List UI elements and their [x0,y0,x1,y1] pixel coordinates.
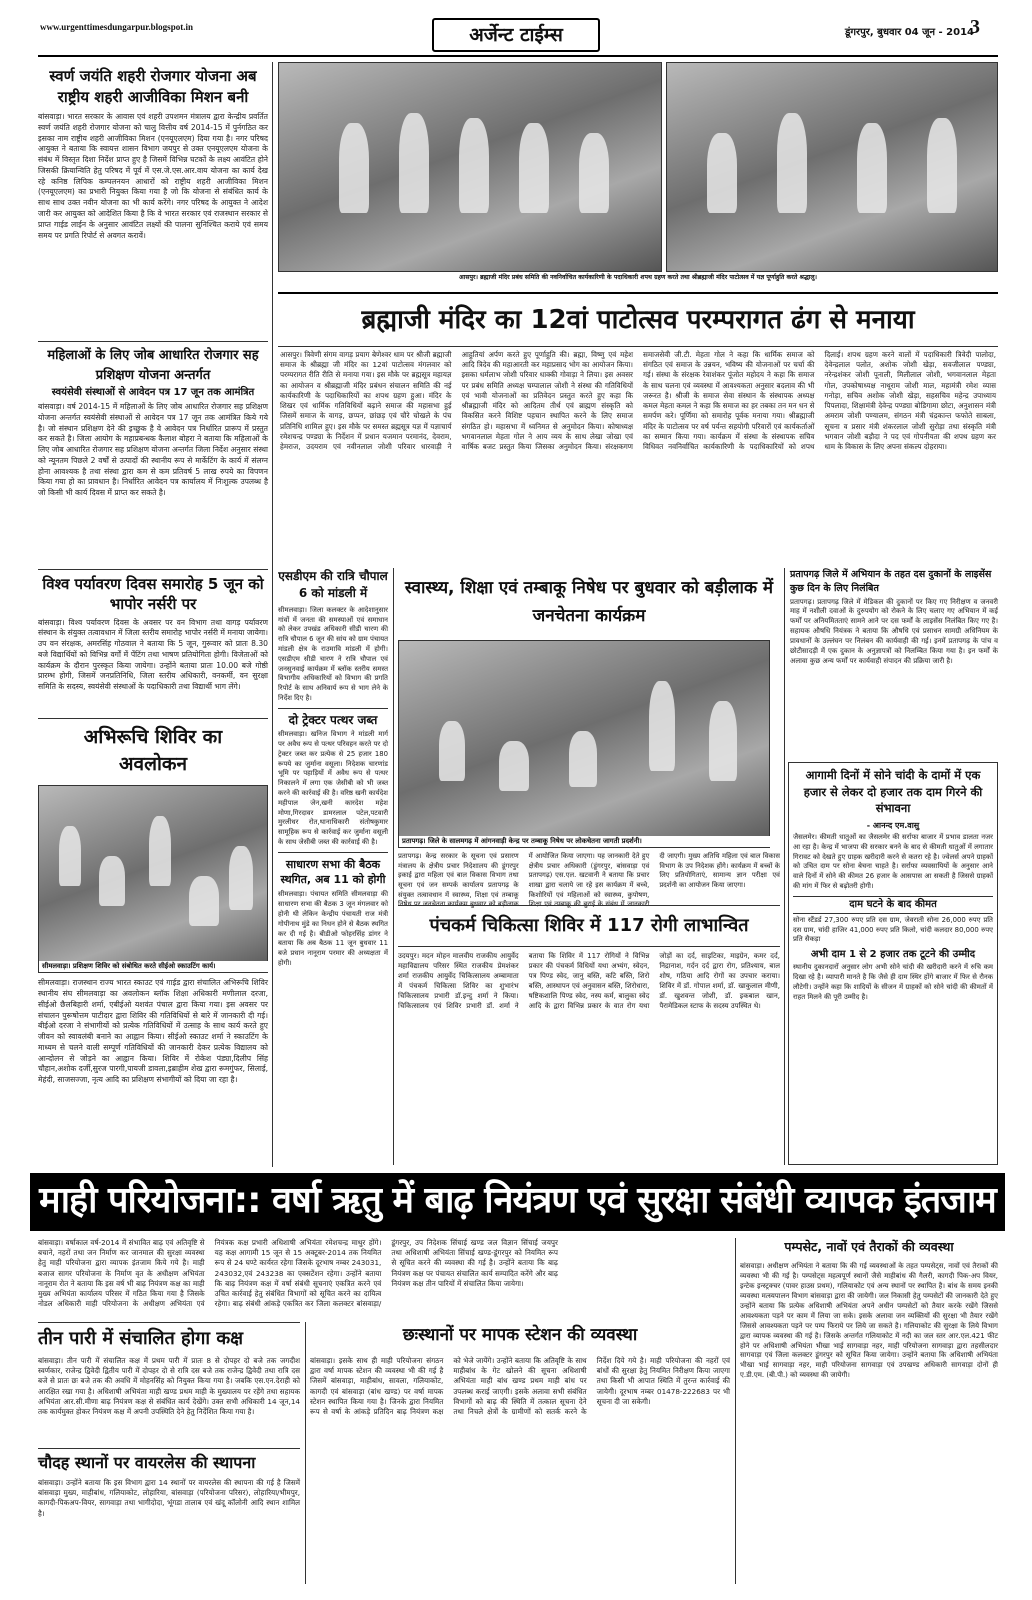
subheadline: स्वयंसेवी संस्थाओं से आवेदन पत्र 17 जून तक आमंत्रित [51,387,255,398]
article-body: बांसवाड़ा। विश्व पर्यावरण दिवस के अवसर पर वन विभाग तथा वागड़ पर्यावरण संस्थान के संयुक्त तत्वावधान में जिला स्तरीय समारोह भापोर नर्सरी में मनाया जायेगा। उप वन संरक्षक, अमरसिंह गोठवाल ने बताया कि 5 जून, गुरूवार को प्रातः 8.30 बजे विद्यार्थियों को विभिन्न वर्गों में पेंटिंग तथा भाषण प्रतियोगिता होगी। विजेताओं को कार्यक्रम के दौरान पुरस्कृत किया जायेगा। उन्होंने बताया प्रातः 10.00 बजे गोष्ठी प्रारम्भ होगी, जिसमें जनप्रतिनिधि, जिला स्तरीय अधिकारी, वनकर्मी, वन सुरक्षा समिति के सदस्य, स्वयंसेवी संस्थाओं के पदाधिकारी तथा विद्यार्थी भाग लेंगे। [38,617,268,692]
headline: अभिरूचि शिविर का अवलोकन [83,726,223,775]
headline: स्वर्ण जयंति शहरी रोजगार योजना अब राष्ट्रीय शहरी आजीविका मिशन बनी [49,67,257,106]
column-rule [272,62,273,1167]
article-body: प्रतापगढ़। केन्द्र सरकार के सूचना एवं प्रसारण मंत्रालय के क्षेत्रीय प्रचार निदेशालय की डूंगरपुर इकाई द्वारा महिला एवं बाल विकास विभाग तथा सूचना एवं जन सम्पर्क कार्यालय प्रतापगढ़ के संयुक्त तत्वावधान में स्वास्थ्य, शिक्षा एवं तम्बाकू निषेध पर जनचेतना कार्यक्रम बुधवार को बड़ीलाक में आयोजित किया जाएगा। यह जानकारी देते हुए क्षेत्रीय प्रचार अधिकारी (डूंगरपुर, बांसवाड़ा एवं प्रतापगढ़) एस.एल. खटवानी ने बताया कि प्रचार शाखा द्वारा चलाये जा रहे इस कार्यक्रम में बच्चे, किशोरियों एवं महिलाओं को स्वास्थ्य, कुपोषण, शिक्षा एवं तम्बाकू की बुराई के संबंध में जानकारी दी जाएगी। मुख्य अतिथि महिला एवं बाल विकास विभाग के उप निदेशक होंगे। कार्यक्रम में बच्चों के लिए प्रतियोगिताएं, सामान्य ज्ञान परीक्षा एवं प्रदर्शनी का आयोजन किया जाएगा। [398,852,780,909]
article-body: बांसवाड़ा। भारत सरकार के आवास एवं शहरी उपशमन मंत्रालय द्वारा केन्द्रीय प्रवर्तित स्वर्ण जयंति शहरी रोजगार योजना को चालु वित्तीय वर्ष 2014-15 में पुर्नगठित कर इसका नाम राष्ट्रीय शहरी आजीविका मिशन (एनयूएलएम) दिया गया है। नगर परिषद आयुक्त ने बताया कि स्वायत्त शासन विभाग जयपुर से उक्त एनयूएलएम योजना के संबंध में विस्तृत दिशा निर्देश प्राप्त हुए है जिसमें विभिन्न घटकों के लक्ष्य आवंटित होने जिसकी क्रियान्विति हेतु परिषद में पूर्व में एस.जे.एस.आर.वाय योजना का कार्य देख रहे कनिष्ठ लिपिक कम्पलनयन आधारों को राष्ट्रीय शहरी आजीविका मिशन (एनयूएलएम) का प्रभारी नियुक्त किया गया है जो कि योजना से संबंधित कार्य के साथ साथ उक्त नवीन योजना का भी कार्य करेंगे। नगर परिषद के आयुक्त ने आदेश जारी कर आयुक्त को आदेशित किया है कि वे भारत सरकार एवं राजस्थान सरकार से प्राप्त गाईड लाईन के अनुसार आवंटित लक्ष्यों की पालना सुनिश्चित कराये एवं समय समय पर प्रगति रिपोर्ट से अवगत करावें। [38,112,268,240]
article-body: प्रतापगढ़। प्रतापगढ़ जिले में मेडिकल की दुकानों पर किए गए निरीक्षण व जनवरी माह में नशीली दवाओं के दुरुपयोग को रोकने के लिए चलाए गए अभियान में कई फर्मों पर अनियमितताएं सामने आने पर दस फर्मों के लाइसेंस निलंबित किए गए है। सहायक औषधि नियंत्रक ने बताया कि औषधि एवं प्रसाधन सामग्री अधिनियम के प्रावधानों के उल्लंघन पर निलंबन की कार्यवाही की गई। इनमें प्रतापगढ़ के पांच व छोटीसादड़ी में एक दुकान के अनुज्ञापत्रों को निलम्बित किया गया है। इन फर्मों के अलावा कुछ अन्य फर्मों पर कार्यवाही संपादन की प्रक्रिया जारी है। [790,597,998,666]
three-shifts-headline: तीन पारी में संचालित होगा कक्ष [38,1322,300,1355]
article-body: जैसलमेर। कीमती धातुओं का जैसलमेर की सर्राफा बाजार में प्रभाव डालता नजर आ रहा है। केन्द्र में भाजपा की सरकार बनने के बाद से कीमती धातुओं में लगातार गिरावट को देखते हुए ग्राहक खरीदारी करने से कतरा रहे है। ज्वेलर्स अपने ग्राहकों को उचित दाम पर सोना बेचना चाहते है। सर्राफा व्यवसायियों के अनुसार आने वाले दिनों में सोने की कीमत 26 हजार के आसपास आ सकती है जिससे ग्राहकों की मांग में फिर से बढ़ोतरी होगी। [793,833,993,890]
article-nulm [38,66,268,338]
oath-photo [278,62,662,272]
masthead: अर्जेन्ट टाईम्स [432,18,600,52]
narrow-column [278,568,388,1165]
camp-photo [38,785,268,973]
article-pratapgarh-licence [790,568,998,758]
mahi-banner: माही परियोजना:: वर्षा ऋतु में बाढ़ नियंत्रण एवं सुरक्षा संबंधी व्यापक इंतजाम [30,1173,1005,1231]
wireless-headline: चौदह स्थानों पर वायरलेस की स्थापना [38,1448,300,1477]
issue-date: डूंगरपुर, बुधवार 04 जून - 2014 [845,27,975,38]
subheadline: दाम घटने के बाद कीमत [793,896,993,914]
article-health-camp [398,568,780,909]
sdm-chaupal-body: सीमलवाड़ा। जिला कलक्टर के आदेशानुसार गांवों में जनता की समस्याओं एवं समाधान को लेकर उपखंड अधिकारी सीडी चारण की रात्रि चौपाल 6 जून की सांय को ग्राम पंचायत मांडली क्षेत्र के राउमावि मांडली में होगी। एसडीएम सीडी चारण ने रात्रि चौपाल एवं जनसुनवाई कार्यक्रम में ब्लॉक स्तरीय समस्त विभागीय अधिकारियों को विभाग की प्रगति रिपोर्ट के साथ अनिवार्य रूप से भाग लेने के निर्देश दिए है। [278,605,388,702]
tractors-headline: दो ट्रेक्टर पत्थर जब्त [288,712,378,727]
price-list: सोना स्टैंडर्ड 27,300 रुपए प्रति दस ग्राम, जेवराती सोना 26,000 रुपए प्रति दस ग्राम, चांदी हाजिर 41,000 रुपए प्रति किलो, चांदी कलदार 80,000 रुपए प्रति सैकड़ा [793,915,993,944]
wireless-body: बांसवाड़ा। उन्होंने बताया कि इस विभाग द्वारा 14 स्थानों पर वायरलेस की स्थापना की गई है जिसमें बांसवाड़ा मुख्य, माहीबांध, गलियाकोट, लोहारिया, बांसवाड़ा (परियोजना परिसर), लोहारिया/भीमपुर, कागदी-पिकअप-वियर, सागवाड़ा तथा भागीदोदा, भूंगडा तालाब एवं खंदू कॉलोनी आदि स्थान शामिल है। [38,1478,300,1518]
article-aptitude-camp [38,724,268,1164]
sabha-body: सीमलवाड़ा। पंचायत समिति सीमलवाड़ा की साधारण सभा की बैठक 3 जून मंगलवार को होनी थी लेकिन केन्द्रीय पंचायती राज मंत्री गोपीनाथ मुंडे का निधन होने से बैठक स्थगित कर दी गई है। बीडीओ फोहरसिंह डांगर ने बताया कि अब बैठक 11 जून बुधवार 11 बजे प्रधान नानूराम परमार की अध्यक्षता में होगी। [278,890,388,968]
page-number: 3 [970,16,980,38]
yagya-photo [666,62,998,272]
exhibition-photo [398,640,770,848]
brahmaji-body: आसपुर। त्रिवेणी संगम वागड़ प्रयाग बेणेश्वर धाम पर श्रीजी ब्रह्माजी समाज के श्रीब्रह्मा जी मंदिर का 12वां पाटोत्सव मंगलवार को परम्परागत रीति रीति से मनाया गया। इस मौके पर ब्रह्मसूत्र महायज्ञ का आयोजन व श्रीब्रह्माजी मंदिर प्रबंधन संचालन समिति की नई कार्यकारिणी के पदाधिकारियों का शपथ ग्रहण हुआ। मंदिर के शिखर एवं धार्मिक गतिविधियों बढ़ाने समाज की महासभा हुई जिसमें समाज के वागड़, छप्पन, छांछड़ एवं चौरे चोखले के पंच प्रतिनिधि शामिल हुए। इस मौके पर समस्त ब्रह्मसूत्र यज्ञ में यज्ञाचार्य रमेशचन्द्र पण्ड्या के निर्देशन में प्रधान यजमान परमानंद, देवराम, हेमराज, उदयराम एवं नवीनलाल जोशी परिवार धारवाड़ी ने आहुतियां अर्पण करते हुए पूर्णाहुति की। ब्रह्मा, विष्णु एवं महेश आदि त्रिदेव की महाआरती कर महाप्रसाद भोग का आयोजन किया। इसका धर्मलाभ जोशी परिवार धाक्की गोवाड़ा ने लिया। इस अवसर पर प्रबंध समिति अध्यक्ष चम्पालाल जोशी ने संस्था की गतिविधियों एवं भावी योजनाओं का प्रतिवेदन प्रस्तुत करते हुए कहा कि श्रीब्रह्माजी मंदिर को आदितम तीर्थ एवं ब्राह्मण संस्कृति को विकसित करने विशिष्ट पहचान स्थापित करने के लिए समाज संगठित हो। महासभा में ध्वनिमत से अनुमोदन किया। कोषाध्यक्ष भगवानलाल मेहता गोल ने आय व्यय के साथ लेखा जोखा एवं वार्षिक बजट प्रस्तुत किया जिसका अनुमोदन किया। संरक्षकगण समाजसेवी जी.टी. मेहता गोल ने कहा कि धार्मिक समाज को संगठित एवं समाज के उन्नयन, भविष्य की योजनाओं पर चर्चा की गई। संस्था के संरक्षक रेवाशंकर पूंजोत महोदय ने कहा कि समाज के साथ चलना एवं व्यवस्था में आवश्यकता अनुसार बदलाव की भी जरूरत है। श्रीजी के समाज सेवा संस्थान के संस्थापक अध्यक्ष कमल मेहता कमल ने कहा कि समाज का हर तबका तन मन धन से समर्पण करे। पूर्णिमा को समारोह पूर्वक मनाया गया। श्रीब्रह्माजी मंदिर के पाटोत्सव पर वर्ष पर्यन्त सहयोगी परिवारों एवं कार्यकर्ताओं का सम्मान किया गया। कार्यक्रम में संस्था के संस्थापक सचिव विधिवत नवनिर्वाचित कार्यकारिणी के पदाधिकारियों को शपथ दिलाई। शपथ ग्रहण करने वालों में पदाधिकारी त्रिवेदी पालोदा, देवेन्द्रलाल पलोत, अशोक जोशी खेड़ा, सवजीलाल पण्ड्या, नरेन्द्रशंकर जोशी पूनाली, मिलीलाल जोशी, भगवानलाल मेहता गोल, उपकोषाध्यक्ष नाथूराम जोशी माल, महामंत्री रमेश व्यास गनोड़ा, सचिव अशोक जोशी खेड़ा, सहसचिव महेन्द्र उपाध्याय पिपलादा, शिक्षामंत्री देवेन्द्र पण्ड्या बोडिगामा छोटा, अनुशासन मंत्री अमराम जोशी पण्यालम, संगठन मंत्री चंद्रकान्त फफोते साबला, सूचना व प्रसार मंत्री शंकरलाल जोशी सुरोड़ा तथा संस्कृति मंत्री भगवान जोशी बड़ौदा ने पद एवं गोपनीयता की शपथ ग्रहण कर धाम के विकास के लिए अपना संकल्प दोहराया। [280,350,996,451]
headline: पंचकर्म चिकित्सा शिविर में 117 रोगी लाभान्वित [398,905,780,947]
divider [38,569,268,570]
divider [38,718,268,719]
column-rule [305,1322,306,1584]
article-body: बांसवाड़ा। वर्ष 2014-15 में महिलाओं के लिए जोब आधारित रोजगार सह प्रशिक्षण योजना अन्तर्गत स्वयंसेवी संस्थाओं से आवेदन पत्र 17 जून तक आमंत्रित किये गये है। जो संस्थान प्रशिक्षण देने की इच्छुक है वे आवेदन पत्र निर्धारित प्रारूप में प्रस्तुत कर सकते है। जिला आयोग के महाप्रबन्धक कैलाश बोहरा ने बताया कि महिलाओं के लिए जोब आधारित रोजगार सह प्रशिक्षण योजना अन्तर्गत जिला निर्देश अनुसार संस्था को न्यूनतम पिछले 2 वर्षों से उत्पादों की स्थानीय रूप से मार्केटिंग के कार्य में संलग्न होना आवश्यक है तथा संस्था द्वारा कम से कम प्रतिवर्ष 5 लाख रुपये का विपणन किया गया हो का प्रावधान है। निर्धारित आवेदन पत्र कार्यालय में निःशुल्क उपलब्ध है जो किसी भी कार्य दिवस में प्राप्त कर सकते है। [38,402,268,498]
header-rule [38,55,998,57]
article-panchakarma [398,905,780,1165]
column-rule [735,1238,736,1584]
column-rule [393,568,394,1165]
photo-caption: सीमलवाड़ा। प्रशिक्षण शिविर को संबोधित करते सीईओ स्काउटिंग कार्य। [39,961,269,972]
site-url: www.urgenttimesdungarpur.blogspot.in [40,22,193,32]
photo-caption: आसपुर। ब्रह्माजी मंदिर प्रबंध समिति की नवनिर्वाचित कार्यकारिणी के पदाधिकारी शपथ ग्रहण करते तथा श्रीब्रह्माजी मंदिर पाटोत्सव में यज्ञ पूर्णाहुति करते श्रद्धालु। [278,273,998,283]
mahi-flood-body: बांसवाड़ा। वर्षाकाल वर्ष-2014 में संभावित बाढ़ एवं अतिवृष्टि से बचाने, नहरों तथा जन निर्माण कर जानमाल की सुरक्षा व्यवस्था हेतु माही परियोजना द्वारा व्यापक इंतजाम किये गये है। माही बजाज सागर परियोजना के निर्माण वृत के अधीक्षण अभियंता नानूराम रोत ने बताया कि इस वर्ष भी बाढ़ नियंत्रण कक्ष का माही मुख्य अभियंता कार्यालय परिसर में गठित किया गया है जिसके नोडल अधिकारी माही परियोजना के अधीक्षण अभियंता एवं नियंत्रक कक्ष प्रभारी अधिशाषी अभियंता रमेशचन्द्र माथुर होंगे। यह कक्ष आगामी 15 जून से 15 अक्टूबर-2014 तक नियमित रूप से 24 घण्टे कार्यरत रहेगा जिसके दूरभाष नम्बर 243031, 243032,एवं 243238 का एक्सटेंशन रहेगा। उन्होंने बताया कि बाढ़ नियंत्रण कक्ष में वर्षा संबंधी सूचनाएं एकत्रित करने एवं उचित कार्रवाई हेतु संबंधित विभागों को सूचित करने का दायित्व रहेगा। बाढ़ संबंधी आंकड़े एकत्रित कर जिला कलक्टर बांसवाड़ा/डूंगरपुर, उप निदेशक सिंचाई खण्ड जल विज्ञान सिंचाई जयपुर तथा अधिशाषी अभियंता सिंचाई खण्ड-डूंगरपुर को नियमित रूप से सूचित करने की व्यवस्था की गई है। उन्होंने बताया कि बाढ़ नियंत्रण कक्ष पर पंचायत संचालित कार्य सम्पादित करेंगे और बाढ़ नियंत्रण कक्ष तीन पारियों में संचालित किया जायेगा। [38,1238,558,1309]
left-column [38,62,268,1167]
pumpsets-body: बांसवाड़ा। अधीक्षण अभियंता ने बताया कि की गई व्यवस्थाओं के तहत पम्पसेट्स, नावों एवं तैराकों की व्यवस्था भी की गई है। पम्पसेट्स महत्वपूर्ण स्थानों जैसे माहीबांध की गैलरी, कागदी पिक-अप वियर, इन्टेक इन्स्ट्रक्चर (पावर हाउस प्रथम), गलियाकोट एवं अन्य स्थानों पर स्थापित है। बांध के समय इनकी व्यवस्था मत्स्यपालन विभाग बांसवाड़ा द्वारा की जायेगी। जल निकासी हेतु पम्पसेटों की जानकारी देते हुए उन्होंने बताया कि प्रत्येक अधिशाषी अभियंता अपने अधीन पम्पसेटों को तैयार करके रखेंगे जिससे आवश्यकता पड़ने पर काम में लिया जा सके। इसके अलावा जन व्यक्तियों की सुरक्षा भी तैयार रखेंगे जिससे आवश्यकता पड़ने पर पम्प फिराये पर लिये जा सकते है। गलियाकोट की सुरक्षा के लिये विभाग द्वारा व्यापक व्यवस्था की गई है। जिसके अन्तर्गत गलियाकोट में नदी का जल स्तर आर.एल.421 फीट होने पर अधिशाषी अभियंता भीखा भाई सागवाड़ा नहर, माही परियोजना सागवाड़ा द्वारा तहसीलदार सागवाड़ा एवं जिला कलक्टर डूंगरपुर को सूचित किया जायेगा। उन्होंने बताया कि अधिशाषी अभियंता भीखा भाई सागवाड़ा नहर, माही परियोजना सागवाड़ा एवं उपखण्ड अधिकारी सागवाड़ा दोनों ही ए.डी.एम. (बी.पी.) को व्यवस्था की जायेगी। [740,1262,998,1380]
sabha-headline: साधारण सभा की बैठक स्थगित, अब 11 को होगी [280,857,386,887]
three-shifts-body: बांसवाड़ा। तीन पारी में संचालित कक्ष में प्रथम पारी में प्रातः 8 से दोपहर दो बजे तक जगदीश स्वर्णकार, राजेन्द्र द्विवेदी द्वितीय पारी में दोपहर दो से रात्रि दस बजे तक राजेन्द्र द्विवेदी तथा रात्रि दस बजे से प्रातः छः बजे तक की अवधि में मोहनसिंह को नियुक्त किया गया है। जबकि एस.एन.देराही को आरक्षित रखा गया है। अधिशाषी अभियंता माही खण्ड प्रथम माही के मुख्यालय पर रहेंगे तथा सहायक अभियंता आर.सी.मीणा बाढ़ नियंत्रण कक्ष से संबंधित कार्य देखेंगे। उक्त सभी अधिकारी 14 जून,14 तक कार्यमुक्त होकर नियंत्रण कक्ष में अपनी उपस्थिति देने हेतु निर्देशित किया गया है। [38,1356,300,1417]
byline: - आनन्द एम.वासु [866,821,920,831]
sdm-chaupal-headline: एसडीएम की रात्रि चौपाल 6 को मांडली में [278,569,388,601]
divider [38,341,268,342]
article-body: उदयपुर। मदन मोहन मालवीय राजकीय आयुर्वेद महाविद्यालय परिसर स्थित राजकीय प्रेमशंकर शर्मा राजकीय आयुर्वेद चिकित्सालय अम्बामाता में पंचकर्म चिकित्सा शिविर का शुभारंभ चिकित्सालय प्रभारी डॉ.इन्दु शर्मा ने किया। चिकित्सालय एवं शिविर प्रभारी डॉ. शर्मा ने बताया कि शिविर में 117 रोगियों ने विभिन्न प्रकार की पंचकर्म विधियों यथा अभ्यंग, स्वेदन, पत्र पिण्ड स्वेद, जानु बस्ति, कटि बस्ति, शिरो बस्ति, आस्थापन एवं अनुवासन बस्ति, शिरोधारा, षष्टिकशालि पिण्ड स्वेद, नस्य कर्म, बालुका स्वेद आदि के द्वारा विभिन्न प्रकार के वात रोग यथा जोड़ों का दर्द, साइटिका, माइग्रेन, कमर दर्द, निद्रानाश, गर्दन दर्द द्वारा रोग, प्रतिश्याय, बाल शोष, गठिया आदि रोगों का उपचार कराया। शिविर में डॉ. गोपाल शर्मा, डॉ. खाकुलाल मीणी, डॉ. खुशवन्त जोशी, डॉ. इकबाल खान, पैरामेडिकल स्टाफ के सदस्य उपस्थित थे। [398,952,780,1010]
brahmaji-headline: ब्रह्माजी मंदिर का 12वां पाटोत्सव परम्परागत ढंग से मनाया [278,292,998,347]
headline: प्रतापगढ़ जिले में अभियान के तहत दस दुकानों के लाइसेंस कुछ दिन के लिए निलंबित [790,569,992,594]
photo-caption: प्रतापगढ़। जिले के सालमगढ़ में आंगनवाड़ी केन्द्र पर तम्बाकू निषेध पर लोकचेतना जागती प्रदर्शनी। [399,836,771,847]
subheadline: अभी दाम 1 से 2 हजार तक टूटने की उम्मीद [810,949,976,961]
article-women-jobs [38,346,268,568]
divider [278,852,388,853]
headline: स्वास्थ्य, शिक्षा एवं तम्बाकू निषेध पर बुधवार को बड़ीलाक में जनचेतना कार्यक्रम [404,578,774,627]
headline: आगामी दिनों में सोने चांदी के दामों में एक हजार से लेकर दो हजार तक दाम गिरने की संभावना [803,768,983,816]
brahmaji-photos [278,62,998,286]
pumpsets-headline: पम्पसेट, नावों एवं तैराकों की व्यवस्था [784,1239,954,1254]
article-environment-day [38,574,268,714]
article-gold-prices [788,762,998,1165]
column-rule [784,568,785,1165]
tractors-body: सीमलवाड़ा। खनिज विभाग ने मांडली मार्ग पर अवैध रूप से पत्थर परिवहन करते पर दो ट्रेक्टर जब्त कर प्रत्येक से 25 हजार 180 रूपये का जुर्माना वसूला। निदेशक चारणांड भूमि पर पहाड़ियों में अवैध रूप से पत्थर निकालने में लगा एक जेसीबी को भी जब्त करने की कार्रवाई की है। वरिष्ठ खनी कार्यदेश महीपाल जेन,खनी कारदेश महेश मोणा,गिरदावर डामरलाल पटेल,पटवारी मुरलीधर रोत,थानाधिकारी संतोषकुमार सामूहिक रूप से कार्रवाई कर जुर्माना वसूली के साथ जेसीबी जब्त की कार्रवाई की है। [278,730,388,846]
gauge-stations-headline: छःस्थानों पर मापक स्टेशन की व्यवस्था [402,1325,638,1345]
headline: विश्व पर्यावरण दिवस समारोह 5 जून को भापोर नर्सरी पर [42,575,264,614]
article-body: सीमलवाड़ा। राजस्थान राज्य भारत स्काउट एवं गाईड द्वारा संचालित अभिरूचि शिविर स्थानीय संघ सीमलवाड़ा का अवलोकन ब्लॉक शिक्षा अधिकारी मणीलाल दरजा, सीईओ छैलबिहारी शर्मा, एबीईओ यशवंत पंचाल द्वारा किया गया। इस अवसर पर संचालन पुरूषोत्तम पाटीदार द्वारा शिविर की गतिविधियों से बारे में जानकारी दी गई। बीईओ दरजा ने संभागीयों को प्रत्येक गतिविधियों में उत्साह के साथ कार्य करते हुए जीवन को स्वावलंबी बनाने का आह्वान किया। सीईओ स्काउट शर्मा ने स्काउटिंग के माध्यम से चलने वाली सम्पूर्ण गतिविधियों की जानकारी देकर प्रत्येक विद्यालय को आन्दोलन से जोड़ने का आह्वान किया। शिविर में रोकेश पंड्या,दिलीप सिंह चौहान,अशोक दर्जी,सुरज पारगी,पायजी डावला,इब्राहीम शेख द्वारा रूमगुंफर, सिलाई, मेहंदी, साजसज्जा, नृत्य आदि का प्रशिक्षण संभागीयों को दिया जा रहा है। [38,978,268,1085]
gauge-stations-body: बांसवाड़ा। इसके साथ ही माही परियोजना संगठन द्वारा वर्षा मापक स्टेशन की व्यवस्था भी की गई है जिसमें बांसवाड़ा, माहीबांध, सावला, गलियाकोट, कागदी एवं बांसवाड़ा (बांध खण्ड) पर वर्षा मापक स्टेशन स्थापित किया गया है। जिनके द्वारा नियमित रूप से वर्षा के आंकड़े प्रतिदिन बाढ़ नियंत्रण कक्ष को भेजे जायेंगे। उन्होंने बताया कि अतिवृष्टि के साथ माहीबांध के गेट खोलने की सूचना अधिशाषी अभियंता माही बांध खण्ड प्रथम माही बांध पर उपलब्ध कराई जाएगी। इसके अलावा सभी संबंधित विभागों को बाढ़ की स्थिति में तत्काल सूचना देने तथा निचले क्षेत्रों के ग्रामीणों को सतर्क करने के निर्देश दिये गये है। माही परियोजना की नहरों एवं बांधों की सुरक्षा हेतु नियमित निरीक्षण किया जाएगा तथा किसी भी आपात स्थिति में तुरन्त कार्रवाई की जायेगी। दूरभाष नम्बर 01478-222683 पर भी सूचना दी जा सकेगी। [310,1356,730,1417]
divider [278,708,388,709]
article-body: स्थानीय दुकानदारों अनुसार लोग अभी सोने चांदी की खरीदारी करने में रुचि कम दिखा रहे है। व्यापारी मानते है कि जैसे ही दाम स्थिर होंगे बाजार में फिर से रौनक लौटेगी। उन्होंने कहा कि शादियों के सीजन में ग्राहकों को सोने चांदी की कीमतों में राहत मिलने की पूरी उम्मीद है। [793,963,993,1001]
headline: महिलाओं के लिए जोब आधारित रोजगार सह प्रशिक्षण योजना अन्तर्गत [47,348,259,383]
